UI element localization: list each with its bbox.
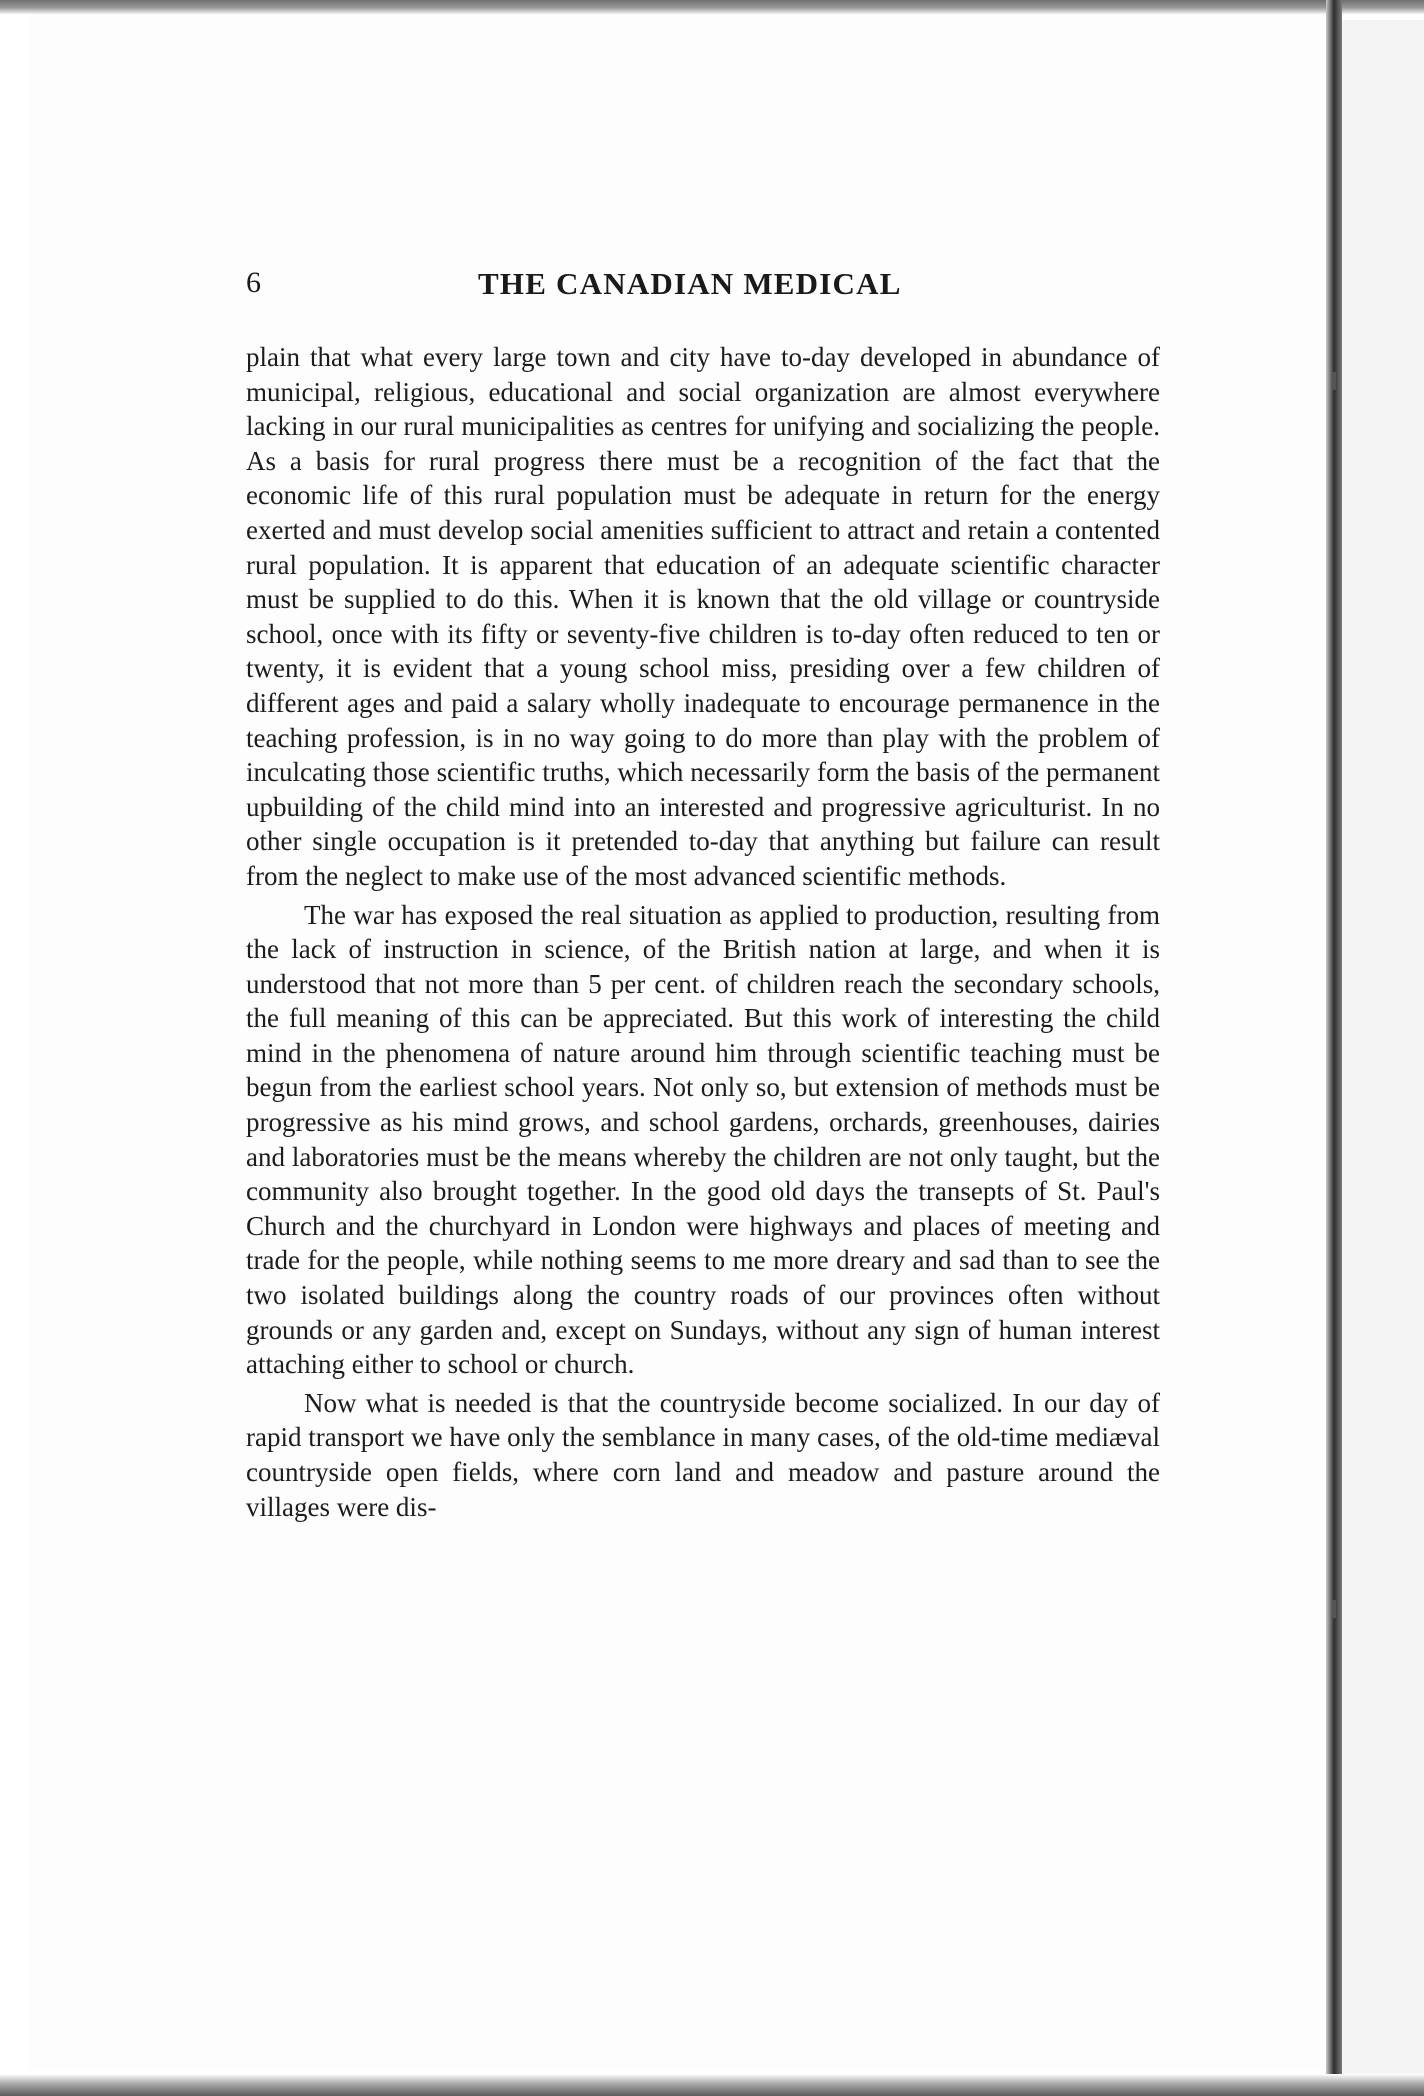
book-spine-shadow [1326, 0, 1342, 2096]
paragraph: The war has exposed the real situation as applied to production, resulting from the lack of instruction in science, of the British nation at large, and when it is understood that not more than 5 per cent. of children reach the secondary schools, the full meaning of this can be appreciated. But this work of interesting the child mind in the phenomena of nature around him through scientific teaching must be begun from the earliest school years. Not only so, but extension of methods must be progressive as his mind grows, and school gardens, orchards, greenhouses, dairies and laboratories must be the means whereby the children are not only taught, but the community also brought together. In the good old days the transepts of St. Paul's Church and the churchyard in London were highways and places of meeting and trade for the people, while nothing seems to me more dreary and sad than to see the two isolated buildings along the country roads of our provinces often without grounds or any garden and, except on Sundays, without any sign of human interest attaching either to school or church. [246, 899, 1160, 1380]
running-title: THE CANADIAN MEDICAL [478, 266, 902, 301]
scan-edge-top [0, 0, 1424, 14]
body-text [246, 340, 1160, 1528]
page-edge-mark [1332, 1600, 1336, 1618]
page-edge-mark [1332, 372, 1336, 390]
paragraph: plain that what every large town and city have to-day developed in abundance of municipal, religious, educational and social organization are almost everywhere lacking in our rural municipalities as centres for unifying and socializing the people. As a basis for rural progress there must be a recognition of the fact that the economic life of this rural population must be adequate in return for the energy exerted and must develop social amenities sufficient to attract and retain a contented rural population. It is apparent that education of an adequate scientific character must be supplied to do this. When it is known that the old village or countryside school, once with its fifty or seventy-five children is to-day often reduced to ten or twenty, it is evident that a young school miss, presiding over a few children of different ages and paid a salary wholly inadequate to encourage permanence in the teaching profession, is in no way going to do more than play with the problem of inculcating those scientific truths, which necessarily form the basis of the permanent upbuilding of the child mind into an interested and progressive agriculturist. In no other single occupation is it pretended to-day that anything but failure can result from the neglect to make use of the most advanced scientific methods. [246, 342, 1160, 891]
page-header [246, 266, 936, 316]
page-number: 6 [246, 266, 261, 299]
scan-edge-bottom [0, 2074, 1424, 2096]
paragraph: Now what is needed is that the countryside become socialized. In our day of rapid transport we have only the semblance in many cases, of the old-time mediæval countryside open fields, where corn land and meadow and pasture around the villages were dis- [246, 1387, 1160, 1522]
adjacent-page-edge [1342, 20, 1424, 2076]
